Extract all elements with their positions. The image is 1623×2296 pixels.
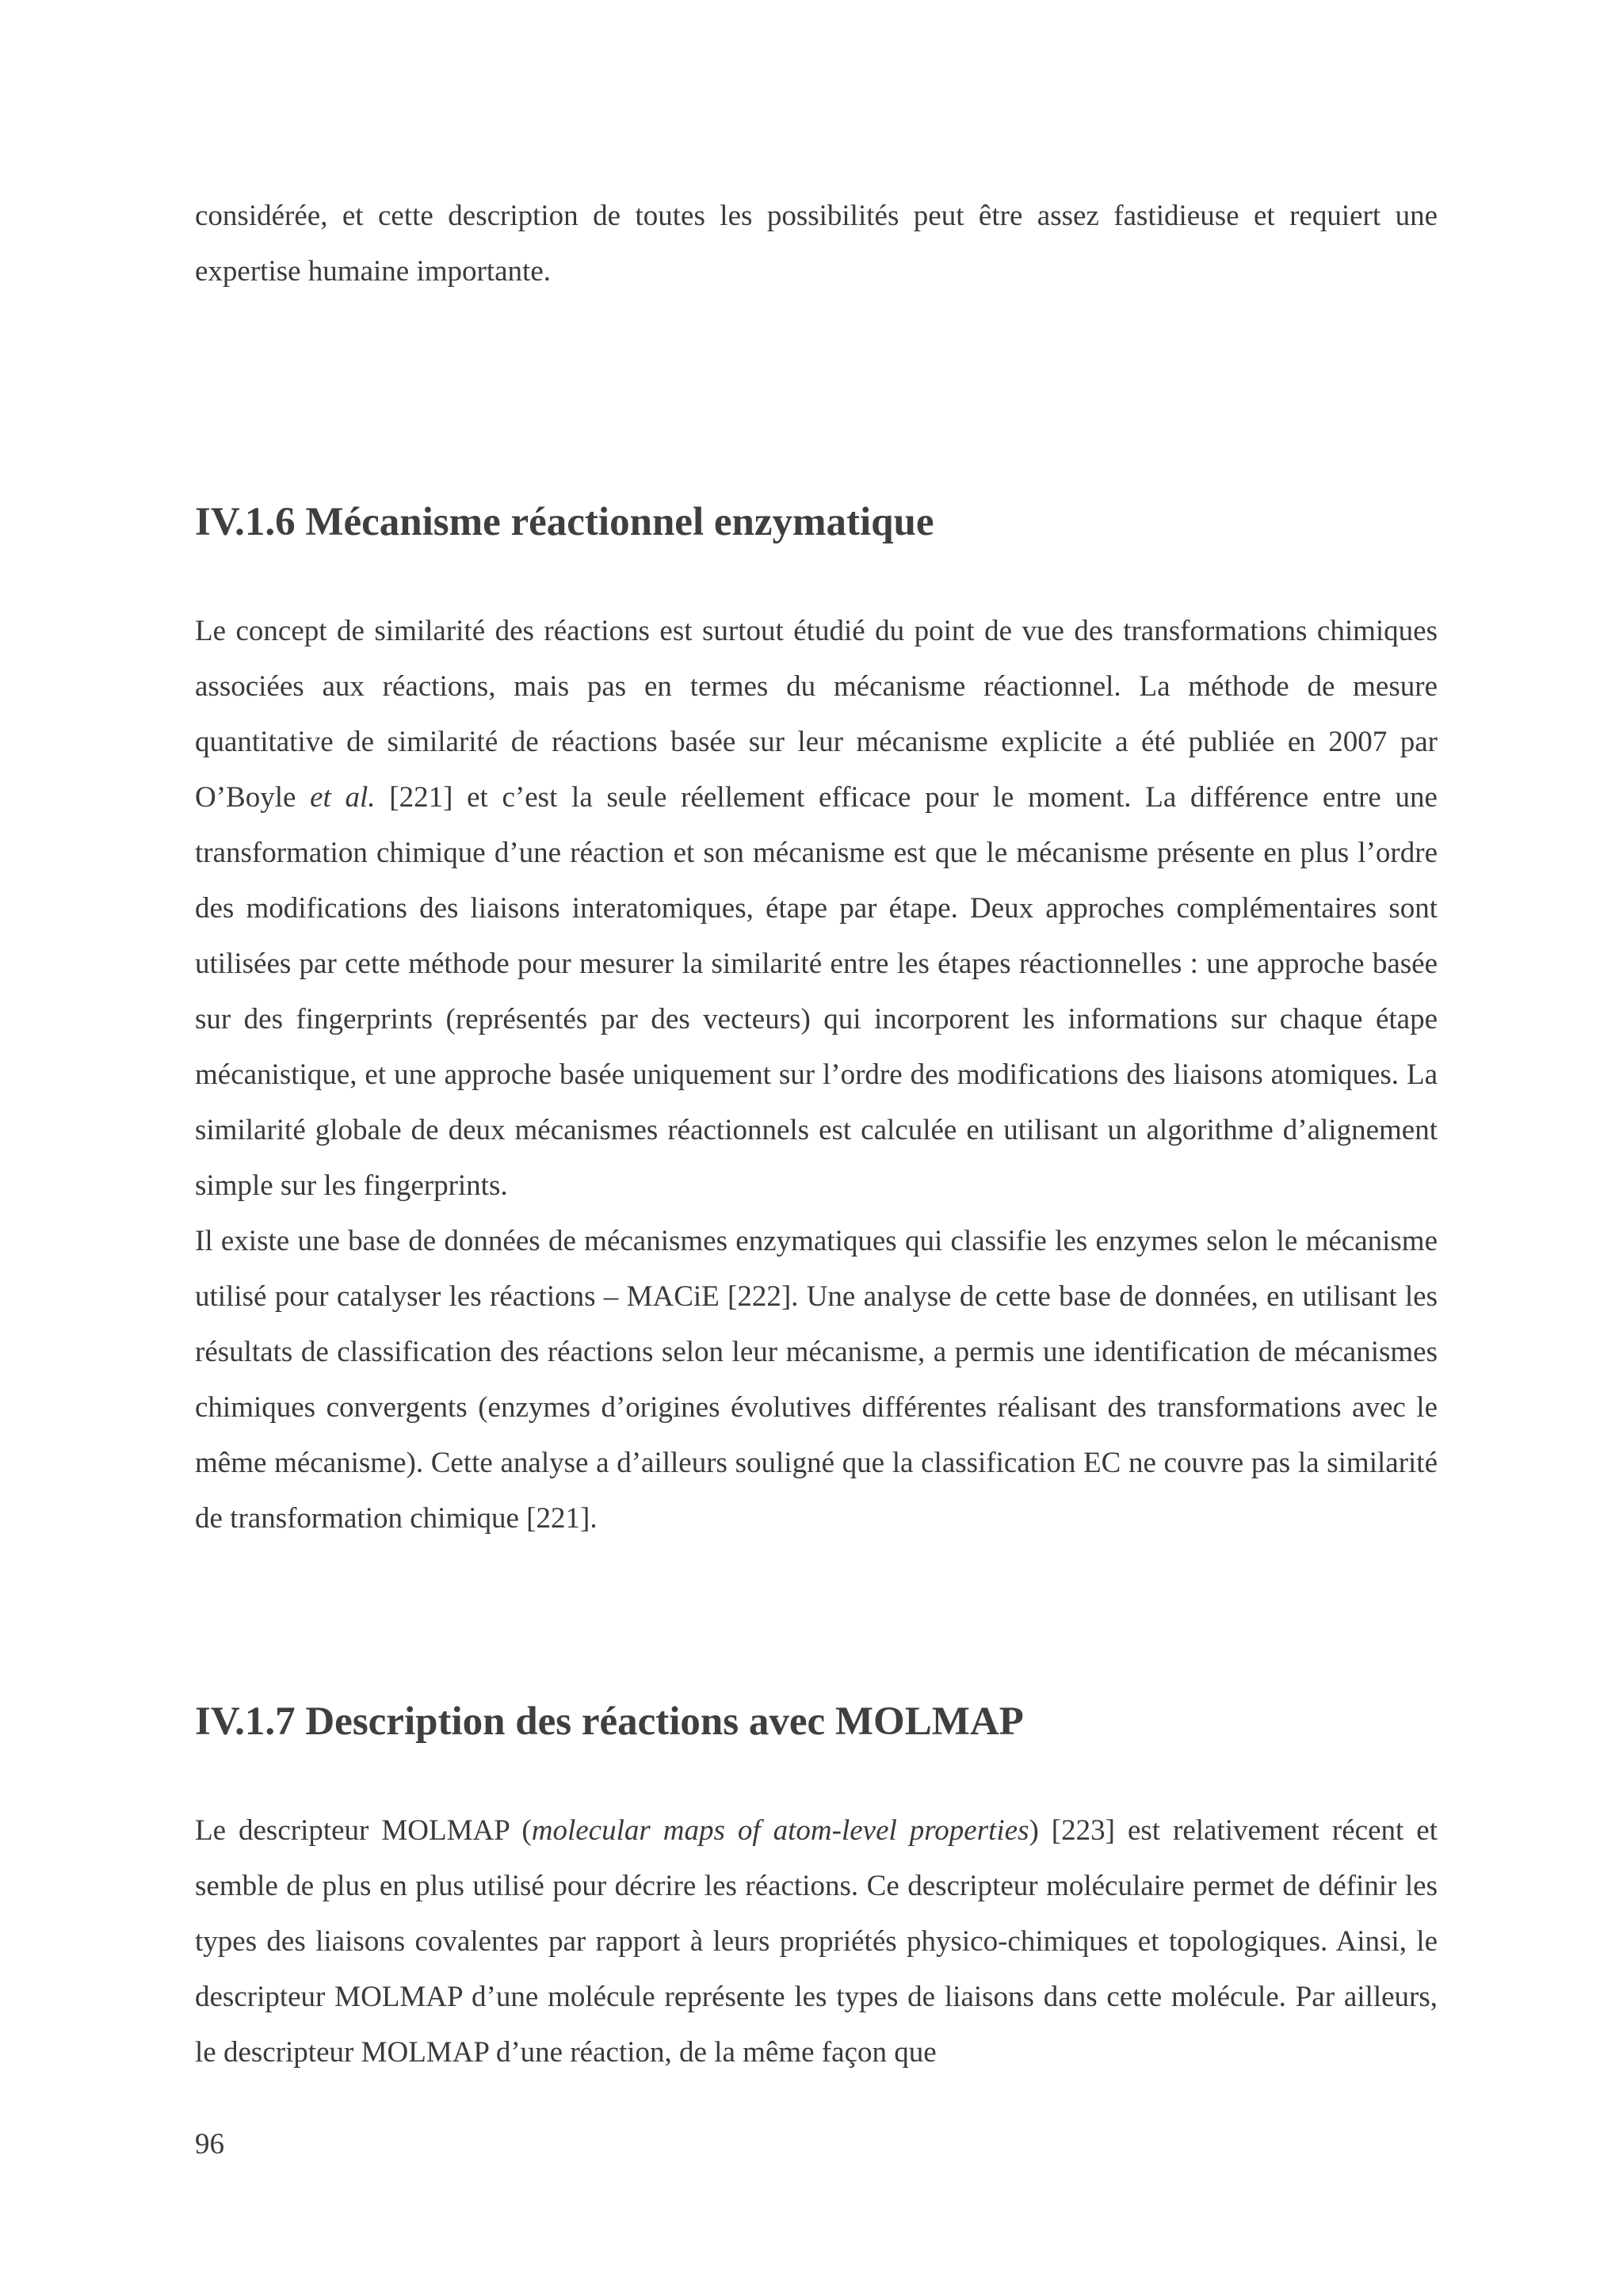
section-1-7-body — [195, 1803, 1438, 2081]
section-1-6-body — [195, 604, 1438, 1547]
section-1-7-paragraph-1 — [195, 1803, 1438, 2081]
page-number: 96 — [195, 2128, 224, 2161]
intro-paragraph-block — [195, 189, 1438, 299]
text-run: Le concept de similarité des réactions est surtout étudié du point de vue des transformations chimiques associées aux réactions, mais pas en termes du mécanisme réactionnel. La méthode de mesure quantitative de similarité de réactions basée sur leur mécanisme explicite a été publiée en 2007 par O’Boyle — [195, 615, 1438, 814]
section-1-6-paragraph-2: Il existe une base de données de mécanismes enzymatiques qui classifie les enzymes selon le mécanisme utilisé pour catalyser les réactions – MACiE [222]. Une analyse de cette base de données, en utilisant les résultats de classification des réactions selon leur mécanisme, a permis une identification de mécanismes chimiques convergents (enzymes d’origines évolutives différentes réalisant des transformations avec le même mécanisme). Cette analyse a d’ailleurs souligné que la classification EC ne couvre pas la similarité de transformation chimique [221]. — [195, 1225, 1438, 1535]
text-run: [221] et c’est la seule réellement efficace pour le moment. La différence entre une transformation chimique d’une réaction et son mécanisme est que le mécanisme présente en plus l’ordre des modifications des liaisons interatomiques, étape par étape. Deux approches complémentaires sont utilisées par cette méthode pour mesurer la similarité entre les étapes réactionnelles : une approche basée sur des fingerprints (représentés par des vecteurs) qui incorporent les informations sur chaque étape mécanistique, et une approche basée uniquement sur l’ordre des modifications des liaisons atomiques. La similarité globale de deux mécanismes réactionnels est calculée en utilisant un algorithme d’alignement simple sur les fingerprints. — [195, 781, 1438, 1202]
intro-paragraph: considérée, et cette description de toutes les possibilités peut être assez fastidieuse et requiert une expertise humaine importante. — [195, 200, 1438, 288]
text-run: Le descripteur MOLMAP ( — [195, 1814, 532, 1847]
italic-text: et al. — [310, 781, 376, 814]
section-1-6-paragraph-1 — [195, 604, 1438, 1214]
section-heading-iv-1-6: IV.1.6 Mécanisme réactionnel enzymatique — [195, 500, 934, 544]
italic-text: molecular maps of atom-level properties — [531, 1814, 1029, 1847]
text-run: ) [223] est relativement récent et semble de plus en plus utilisé pour décrire les réactions. Ce descripteur moléculaire permet de définir les types des liaisons covalentes par rapport à leurs propriétés physico-chimiques et topologiques. Ainsi, le descripteur MOLMAP d’une molécule représente les types de liaisons dans cette molécule. Par ailleurs, le descripteur MOLMAP d’une réaction, de la même façon que — [195, 1814, 1438, 2069]
section-heading-iv-1-7: IV.1.7 Description des réactions avec MOLMAP — [195, 1699, 1024, 1744]
